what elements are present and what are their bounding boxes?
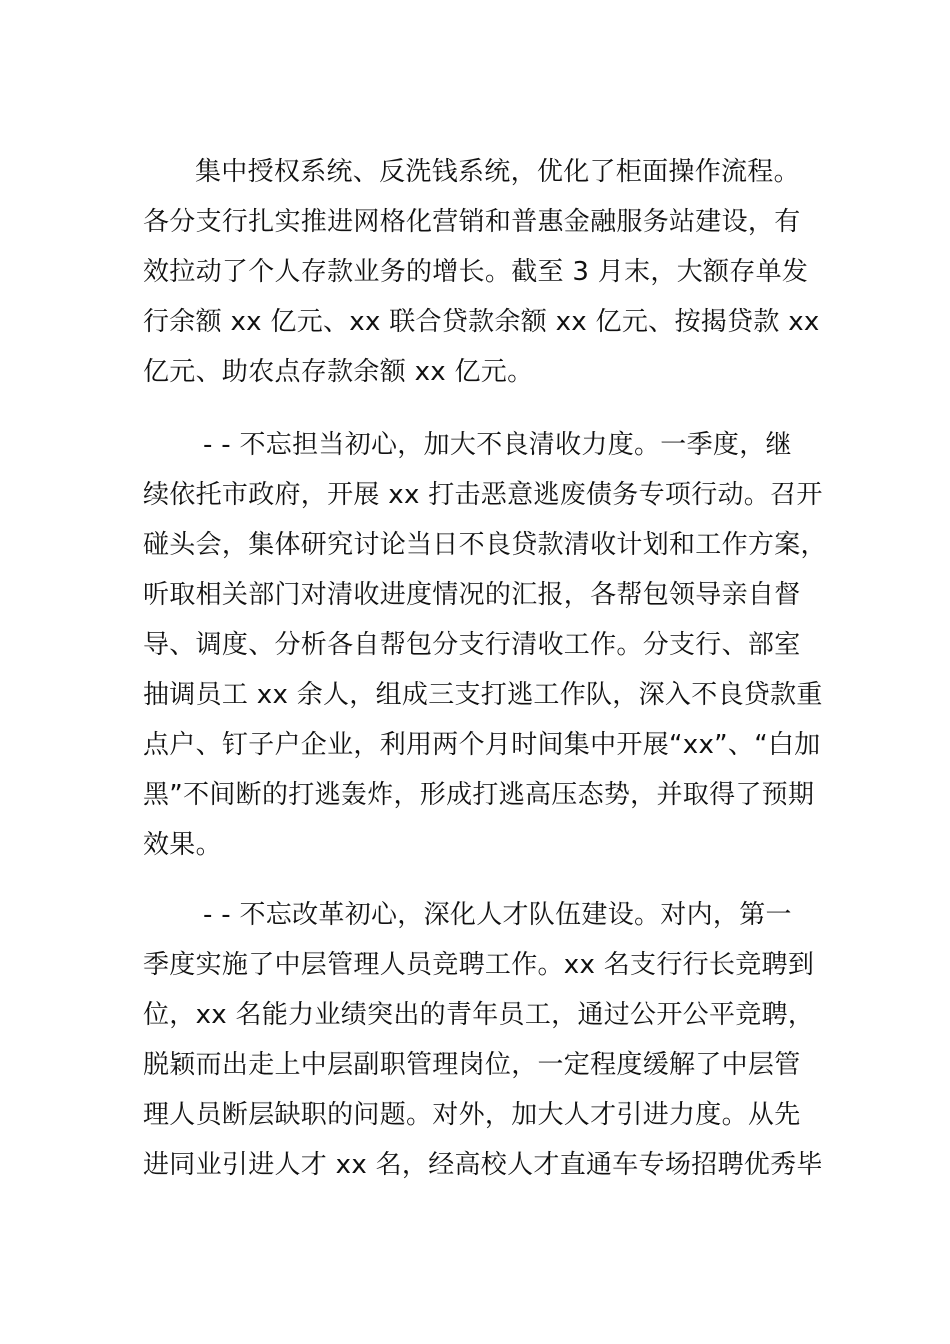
text-line: 位，xx 名能力业绩突出的青年员工，通过公开公平竞聘， [143,1000,815,1030]
text-line: 集中授权系统、反洗钱系统，优化了柜面操作流程。 [195,157,800,187]
text-line: 抽调员工 xx 余人，组成三支打逃工作队，深入不良贷款重 [143,680,823,710]
text-line: 效果。 [143,830,222,860]
text-line: - - 不忘担当初心，加大不良清收力度。一季度，继 [203,430,792,460]
text-line: 亿元、助农点存款余额 xx 亿元。 [143,357,534,387]
text-line: 续依托市政府，开展 xx 打击恶意逃废债务专项行动。召开 [143,480,823,510]
text-line: 各分支行扎实推进网格化营销和普惠金融服务站建设，有 [143,207,801,237]
text-line: 黑”不间断的打逃轰炸，形成打逃高压态势，并取得了预期 [143,780,815,810]
text-line: 季度实施了中层管理人员竞聘工作。xx 名支行行长竞聘到 [143,950,815,980]
text-line: 脱颖而出走上中层副职管理岗位，一定程度缓解了中层管 [143,1050,801,1080]
text-line: 点户、钉子户企业，利用两个月时间集中开展“xx”、“白加 [143,730,821,760]
paragraph-talent-development [143,890,823,1190]
text-line: 行余额 xx 亿元、xx 联合贷款余额 xx 亿元、按揭贷款 xx [143,307,820,337]
text-line: 导、调度、分析各自帮包分支行清收工作。分支行、部室 [143,630,801,660]
text-line: 进同业引进人才 xx 名，经高校人才直通车专场招聘优秀毕 [143,1150,823,1180]
paragraph-nonperforming-collection [143,420,827,870]
text-line: 理人员断层缺职的问题。对外，加大人才引进力度。从先 [143,1100,801,1130]
paragraph-deposit-growth [143,147,820,397]
text-line: 效拉动了个人存款业务的增长。截至 3 月末，大额存单发 [143,257,809,287]
text-line: 碰头会，集体研究讨论当日不良贷款清收计划和工作方案， [143,530,827,560]
text-line: 听取相关部门对清收进度情况的汇报，各帮包领导亲自督 [143,580,801,610]
text-line: - - 不忘改革初心，深化人才队伍建设。对内，第一 [203,900,792,930]
